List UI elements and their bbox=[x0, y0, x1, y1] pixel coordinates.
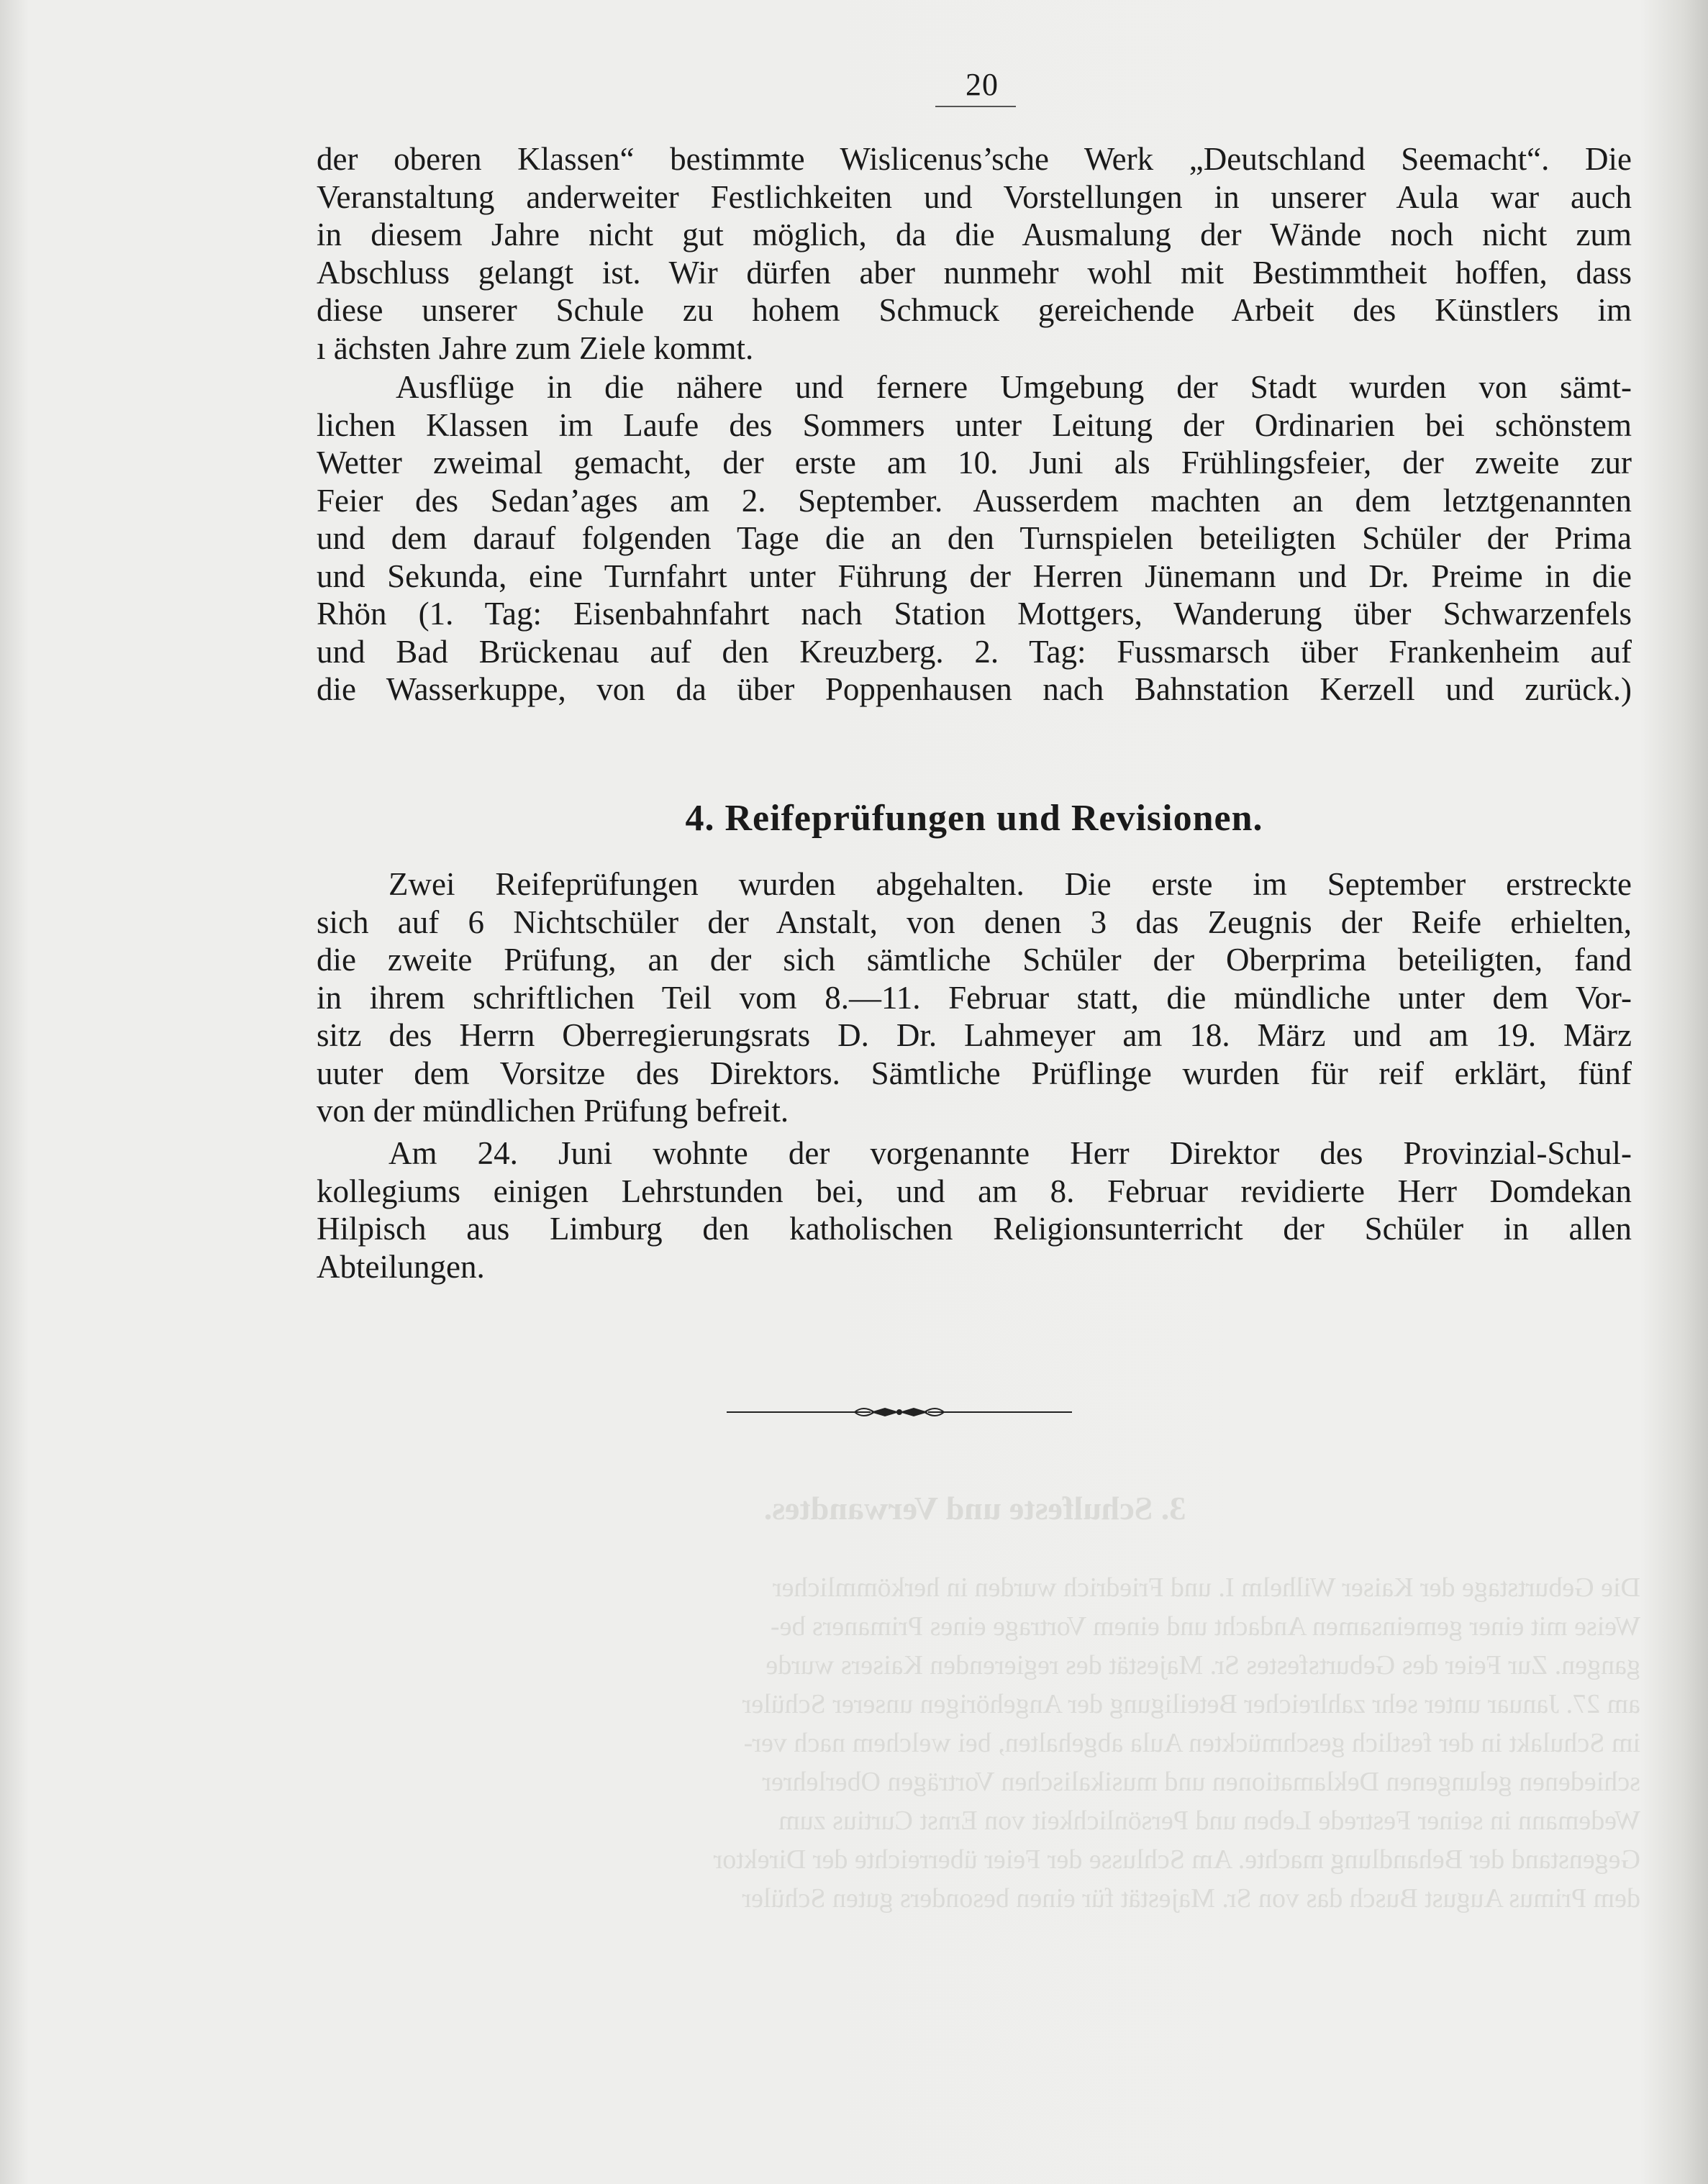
paragraph-revisions bbox=[317, 1134, 1632, 1286]
text-line: Rhön (1. Tag: Eisenbahnfahrt nach Station Mottgers, Wanderung über Schwarzenfels bbox=[317, 596, 1632, 632]
text-line: uuter dem Vorsitze des Direktors. Sämtliche Prüflinge wurden für reif erklärt, fünf bbox=[317, 1055, 1632, 1091]
section-heading: 4. Reifeprüfungen und Revisionen. bbox=[685, 798, 1263, 839]
text-line: Veranstaltung anderweiter Festlichkeiten und Vorstellungen in unserer Aula war auch bbox=[317, 178, 1632, 215]
page-number: 20 bbox=[966, 67, 999, 102]
ghost-line: am 27. Januar unter sehr zahlreicher Beteiligung der Angehörigen unserer Schüler bbox=[742, 1689, 1640, 1719]
text-line: ı ächsten Jahre zum Ziele kommt. bbox=[317, 329, 754, 366]
text-line: kollegiums einigen Lehrstunden bei, und am 8. Februar revidierte Herr Domdekan bbox=[317, 1173, 1632, 1209]
ghost-line: schiedenen gelungenen Deklamationen und musikalischen Vorträgen Oberlehrer bbox=[762, 1767, 1640, 1797]
paragraph-festivities bbox=[317, 140, 1632, 367]
ghost-line: Gegenstand der Behandlung machte. Am Schlusse der Feier überreichte der Direktor bbox=[713, 1844, 1640, 1875]
text-line: Zwei Reifeprüfungen wurden abgehalten. Die erste im September erstreckte bbox=[389, 866, 1632, 902]
text-line: die Wasserkuppe, von da über Poppenhausen nach Bahnstation Kerzell und zurück.) bbox=[317, 671, 1632, 707]
text-line: und Sekunda, eine Turnfahrt unter Führung der Herren Jünemann und Dr. Preime in die bbox=[317, 558, 1632, 594]
text-line: von der mündlichen Prüfung befreit. bbox=[317, 1093, 789, 1129]
ghost-line: Weise mit einer gemeinsamen Andacht und einem Vortrage eines Primaners be- bbox=[770, 1611, 1640, 1642]
ghost-heading: 3. Schulfeste und Verwandtes. bbox=[763, 1490, 1186, 1526]
ghost-line: gangen. Zur Feier des Geburtsfestes Sr. Majestät des regierenden Kaisers wurde bbox=[766, 1650, 1640, 1680]
text-line: die zweite Prüfung, an der sich sämtliche Schüler der Oberprima beteiligten, fand bbox=[317, 942, 1632, 978]
paragraph-exams bbox=[317, 865, 1632, 1130]
ghost-line: dem Primus August Busch das von Sr. Majestät für einen besonders guten Schüler bbox=[742, 1883, 1640, 1914]
text-line: diese unserer Schule zu hohem Schmuck gereichende Arbeit des Künstlers im bbox=[317, 292, 1632, 328]
text-line: und dem darauf folgenden Tage die an den Turnspielen beteiligten Schüler der Prima bbox=[317, 520, 1632, 556]
text-line: Am 24. Juni wohnte der vorgenannte Herr Direktor des Provinzial-Schul- bbox=[389, 1135, 1632, 1171]
page-number-underline bbox=[935, 106, 1016, 107]
text-line: sich auf 6 Nichtschüler der Anstalt, von denen 3 das Zeugnis der Reife erhielten, bbox=[317, 904, 1632, 940]
ghost-text-block bbox=[309, 1568, 1640, 1918]
text-line: Abschluss gelangt ist. Wir dürfen aber nunmehr wohl mit Bestimmtheit hoffen, dass bbox=[317, 254, 1632, 291]
text-line: sitz des Herrn Oberregierungsrats D. Dr. Lahmeyer am 18. März und am 19. März bbox=[317, 1017, 1632, 1053]
ghost-line: Wedemann in seiner Festrede Leben und Persönlichkeit von Ernst Curtius zum bbox=[778, 1806, 1640, 1836]
text-line: Ausflüge in die nähere und fernere Umgebung der Stadt wurden von sämt- bbox=[396, 369, 1632, 405]
ghost-line: im Schulakt in der festlich geschmückten Aula abgehalten, bei welchem nach ver- bbox=[743, 1728, 1640, 1758]
ornament-divider bbox=[727, 1401, 1072, 1423]
text-line: in ihrem schriftlichen Teil vom 8.—11. Februar statt, die mündliche unter dem Vor- bbox=[317, 979, 1632, 1016]
text-line: Abteilungen. bbox=[317, 1248, 485, 1285]
text-line: Hilpisch aus Limburg den katholischen Religionsunterricht der Schüler in allen bbox=[317, 1211, 1632, 1247]
text-line: Wetter zweimal gemacht, der erste am 10. Juni als Frühlingsfeier, der zweite zur bbox=[317, 445, 1632, 481]
text-line: lichen Klassen im Laufe des Sommers unter Leitung der Ordinarien bei schönstem bbox=[317, 406, 1632, 443]
text-line: und Bad Brückenau auf den Kreuzberg. 2. Tag: Fussmarsch über Frankenheim auf bbox=[317, 633, 1632, 670]
text-line: der oberen Klassen“ bestimmte Wislicenus’sche Werk „Deutschland Seemacht“. Die bbox=[317, 141, 1632, 177]
text-line: Feier des Sedan’ages am 2. September. Ausserdem machten an dem letztgenannten bbox=[317, 482, 1632, 519]
ghost-line: Die Geburtstage der Kaiser Wilhelm I. und Friedrich wurden in herkömmlicher bbox=[772, 1573, 1640, 1603]
paragraph-excursions bbox=[317, 368, 1632, 709]
text-line: in diesem Jahre nicht gut möglich, da die Ausmalung der Wände noch nicht zum bbox=[317, 217, 1632, 252]
